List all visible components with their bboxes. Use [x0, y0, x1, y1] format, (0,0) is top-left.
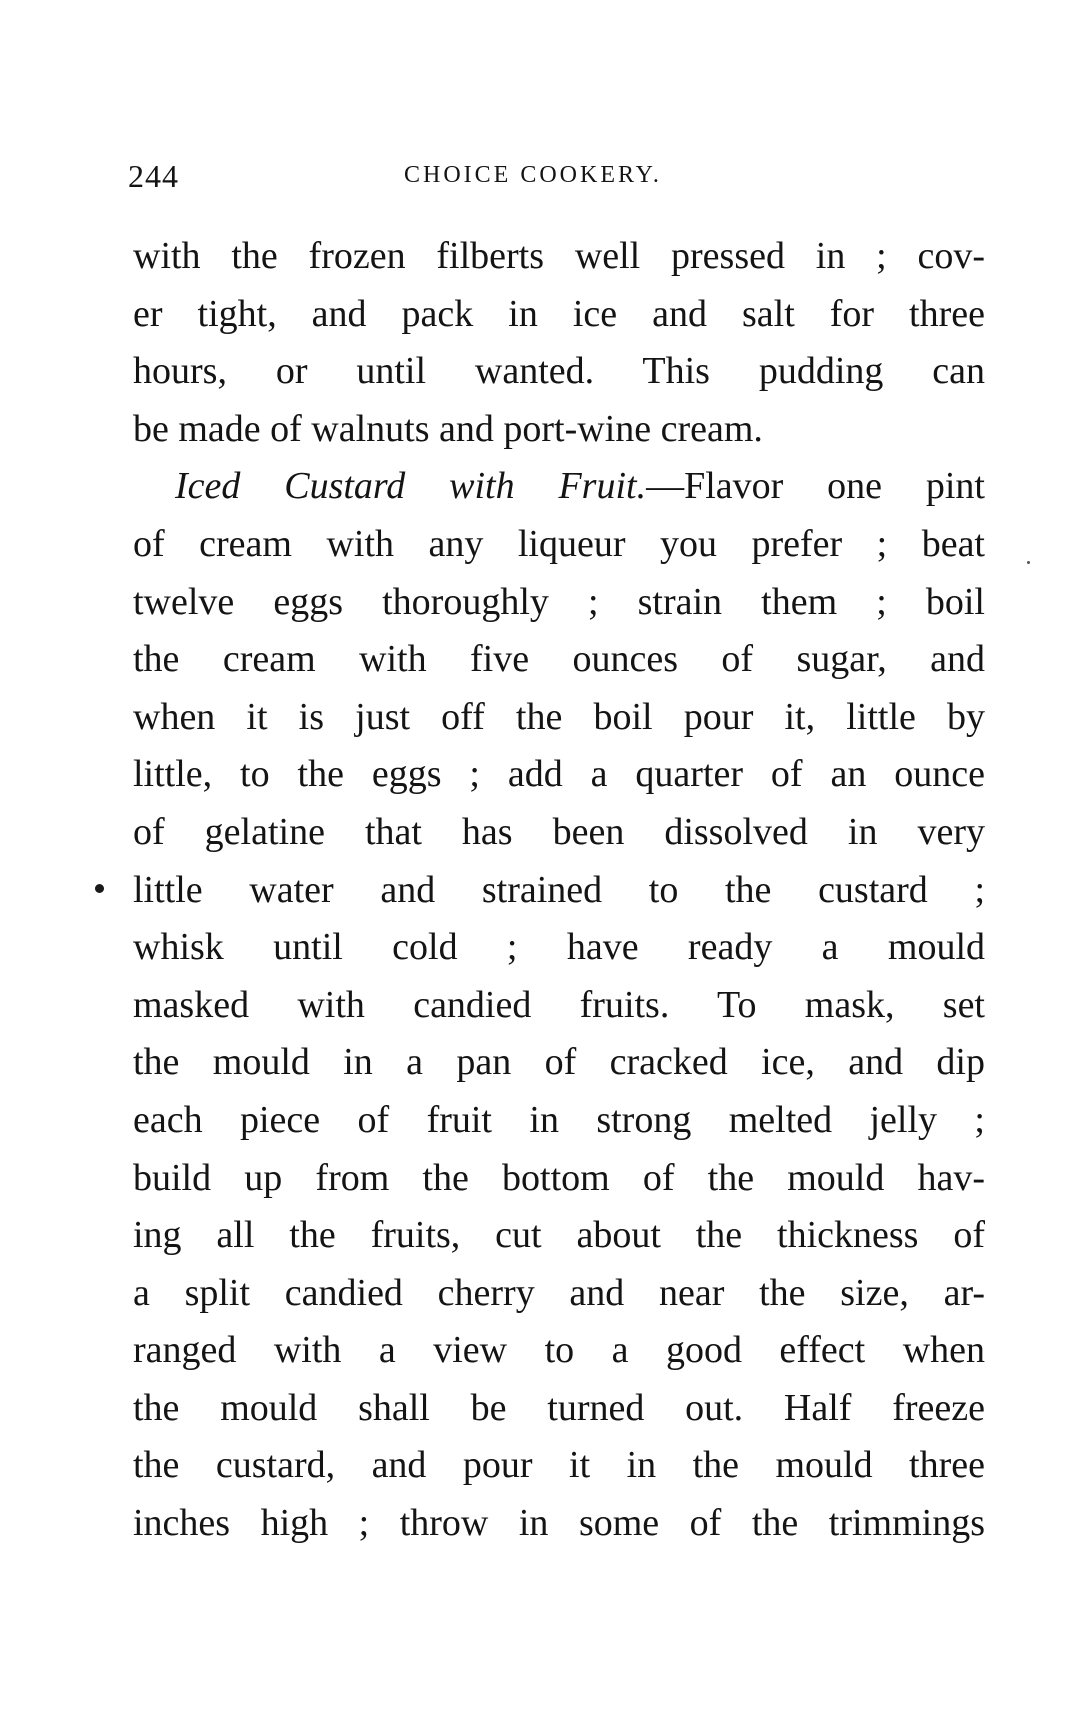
text-line: with the frozen filberts well pressed in ; cov-: [133, 235, 985, 277]
scan-speck: [95, 884, 104, 893]
text-line: ing all the fruits, cut about the thickness of: [133, 1214, 985, 1257]
text-line: the custard, and pour it in the mould three: [133, 1444, 985, 1487]
body-text: [133, 228, 985, 1553]
running-title: CHOICE COOKERY.: [404, 162, 662, 188]
text-line: inches high ; throw in some of the trimmings: [133, 1502, 985, 1545]
text-line: a split candied cherry and near the size, ar-: [133, 1271, 985, 1314]
running-head: [128, 158, 980, 198]
text-line: of gelatine that has been dissolved in very: [133, 810, 985, 853]
scan-speck: [1027, 561, 1030, 564]
text-line: masked with candied fruits. To mask, set: [133, 983, 985, 1026]
text-line: er tight, and pack in ice and salt for three: [133, 292, 985, 335]
text-line: be made of walnuts and port-wine cream.: [133, 407, 763, 450]
text-line: the mould shall be turned out. Half freeze: [133, 1386, 985, 1429]
text-line: of cream with any liqueur you prefer ; beat: [133, 522, 985, 565]
text-line: when it is just off the boil pour it, little by: [133, 695, 985, 738]
page-number: 244: [128, 158, 179, 194]
recipe-heading: Iced Custard with Fruit.: [175, 465, 647, 508]
text-line: twelve eggs thoroughly ; strain them ; boil: [133, 580, 985, 623]
text-line: each piece of fruit in strong melted jelly ;: [133, 1098, 985, 1141]
text-line: ranged with a view to a good effect when: [133, 1329, 985, 1372]
text-line: whisk until cold ; have ready a mould: [133, 926, 985, 969]
text-line: little water and strained to the custard ;: [133, 868, 985, 911]
text-line: little, to the eggs ; add a quarter of an ounce: [133, 753, 985, 796]
text-line: the cream with five ounces of sugar, and: [133, 638, 985, 681]
recipe-first-line: [133, 458, 985, 516]
text-line: hours, or until wanted. This pudding can: [133, 350, 985, 393]
recipe-first-line-text: —Flavor one pint: [646, 465, 985, 508]
text-line: the mould in a pan of cracked ice, and dip: [133, 1041, 985, 1084]
text-line: build up from the bottom of the mould hav-: [133, 1156, 985, 1199]
